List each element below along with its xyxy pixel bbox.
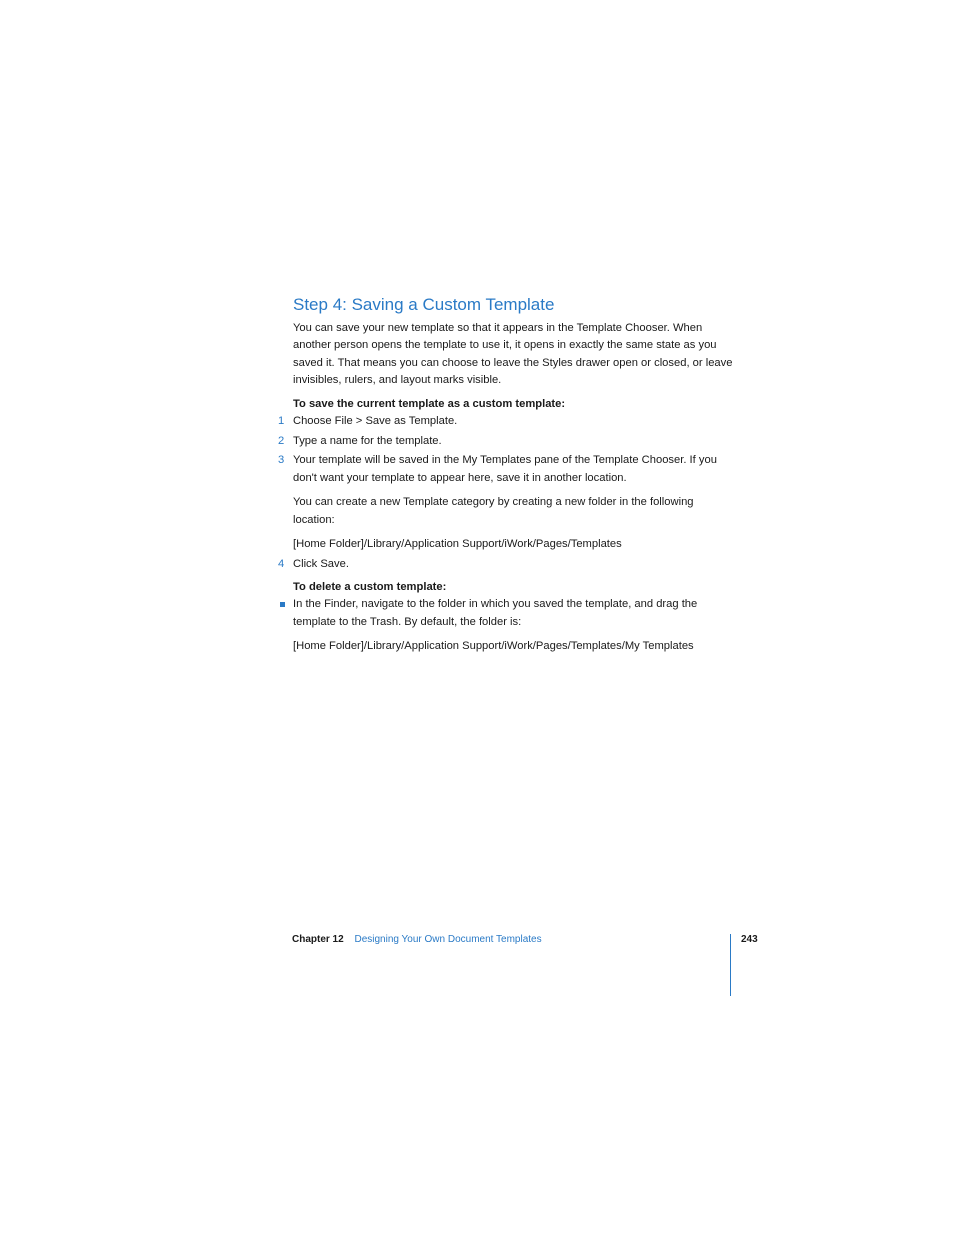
step-number: 2 <box>278 434 285 447</box>
step-number: 4 <box>278 557 285 570</box>
task-title-delete: To delete a custom template: <box>293 581 447 594</box>
intro-paragraph: You can save your new template so that it appears in the Template Chooser. When another person opens the template to use it, it opens in exactly the same state as you saved it. That means you can choose to leave the Styles drawer open or closed, or leave invisibles, rulers, and layout marks visible. <box>293 322 733 387</box>
my-templates-folder-path: [Home Folder]/Library/Application Support/iWork/Pages/Templates/My Templates <box>293 640 694 653</box>
page-number: 243 <box>741 934 758 945</box>
step-text: Type a name for the template. <box>293 434 442 447</box>
footer-chapter <box>292 934 542 945</box>
bullet-item <box>293 596 733 631</box>
templates-folder-path: [Home Folder]/Library/Application Support/iWork/Pages/Templates <box>293 538 622 551</box>
bullet-text: In the Finder, navigate to the folder in which you saved the template, and drag the template to the Trash. By default, the folder is: <box>293 598 698 628</box>
step-item <box>278 452 733 487</box>
page-content <box>278 294 733 656</box>
step-item <box>278 433 733 450</box>
template-category-note: You can create a new Template category by creating a new folder in the following location: <box>293 496 694 526</box>
step-text: Choose File > Save as Template. <box>293 414 458 427</box>
square-bullet-icon <box>280 602 285 607</box>
step-number: 3 <box>278 454 285 467</box>
footer-divider <box>730 934 731 996</box>
chapter-label: Chapter 12 <box>292 934 344 945</box>
step-text: Click Save. <box>293 557 349 570</box>
task-title-save: To save the current template as a custom template: <box>293 397 566 410</box>
step-text: Your template will be saved in the My Templates pane of the Template Chooser. If you don't want your template to appear here, save it in another location. <box>293 454 717 484</box>
step-item <box>278 413 733 430</box>
step-item <box>278 556 733 573</box>
section-heading: Step 4: Saving a Custom Template <box>293 295 555 314</box>
chapter-title: Designing Your Own Document Templates <box>354 934 542 945</box>
step-number: 1 <box>278 414 285 427</box>
